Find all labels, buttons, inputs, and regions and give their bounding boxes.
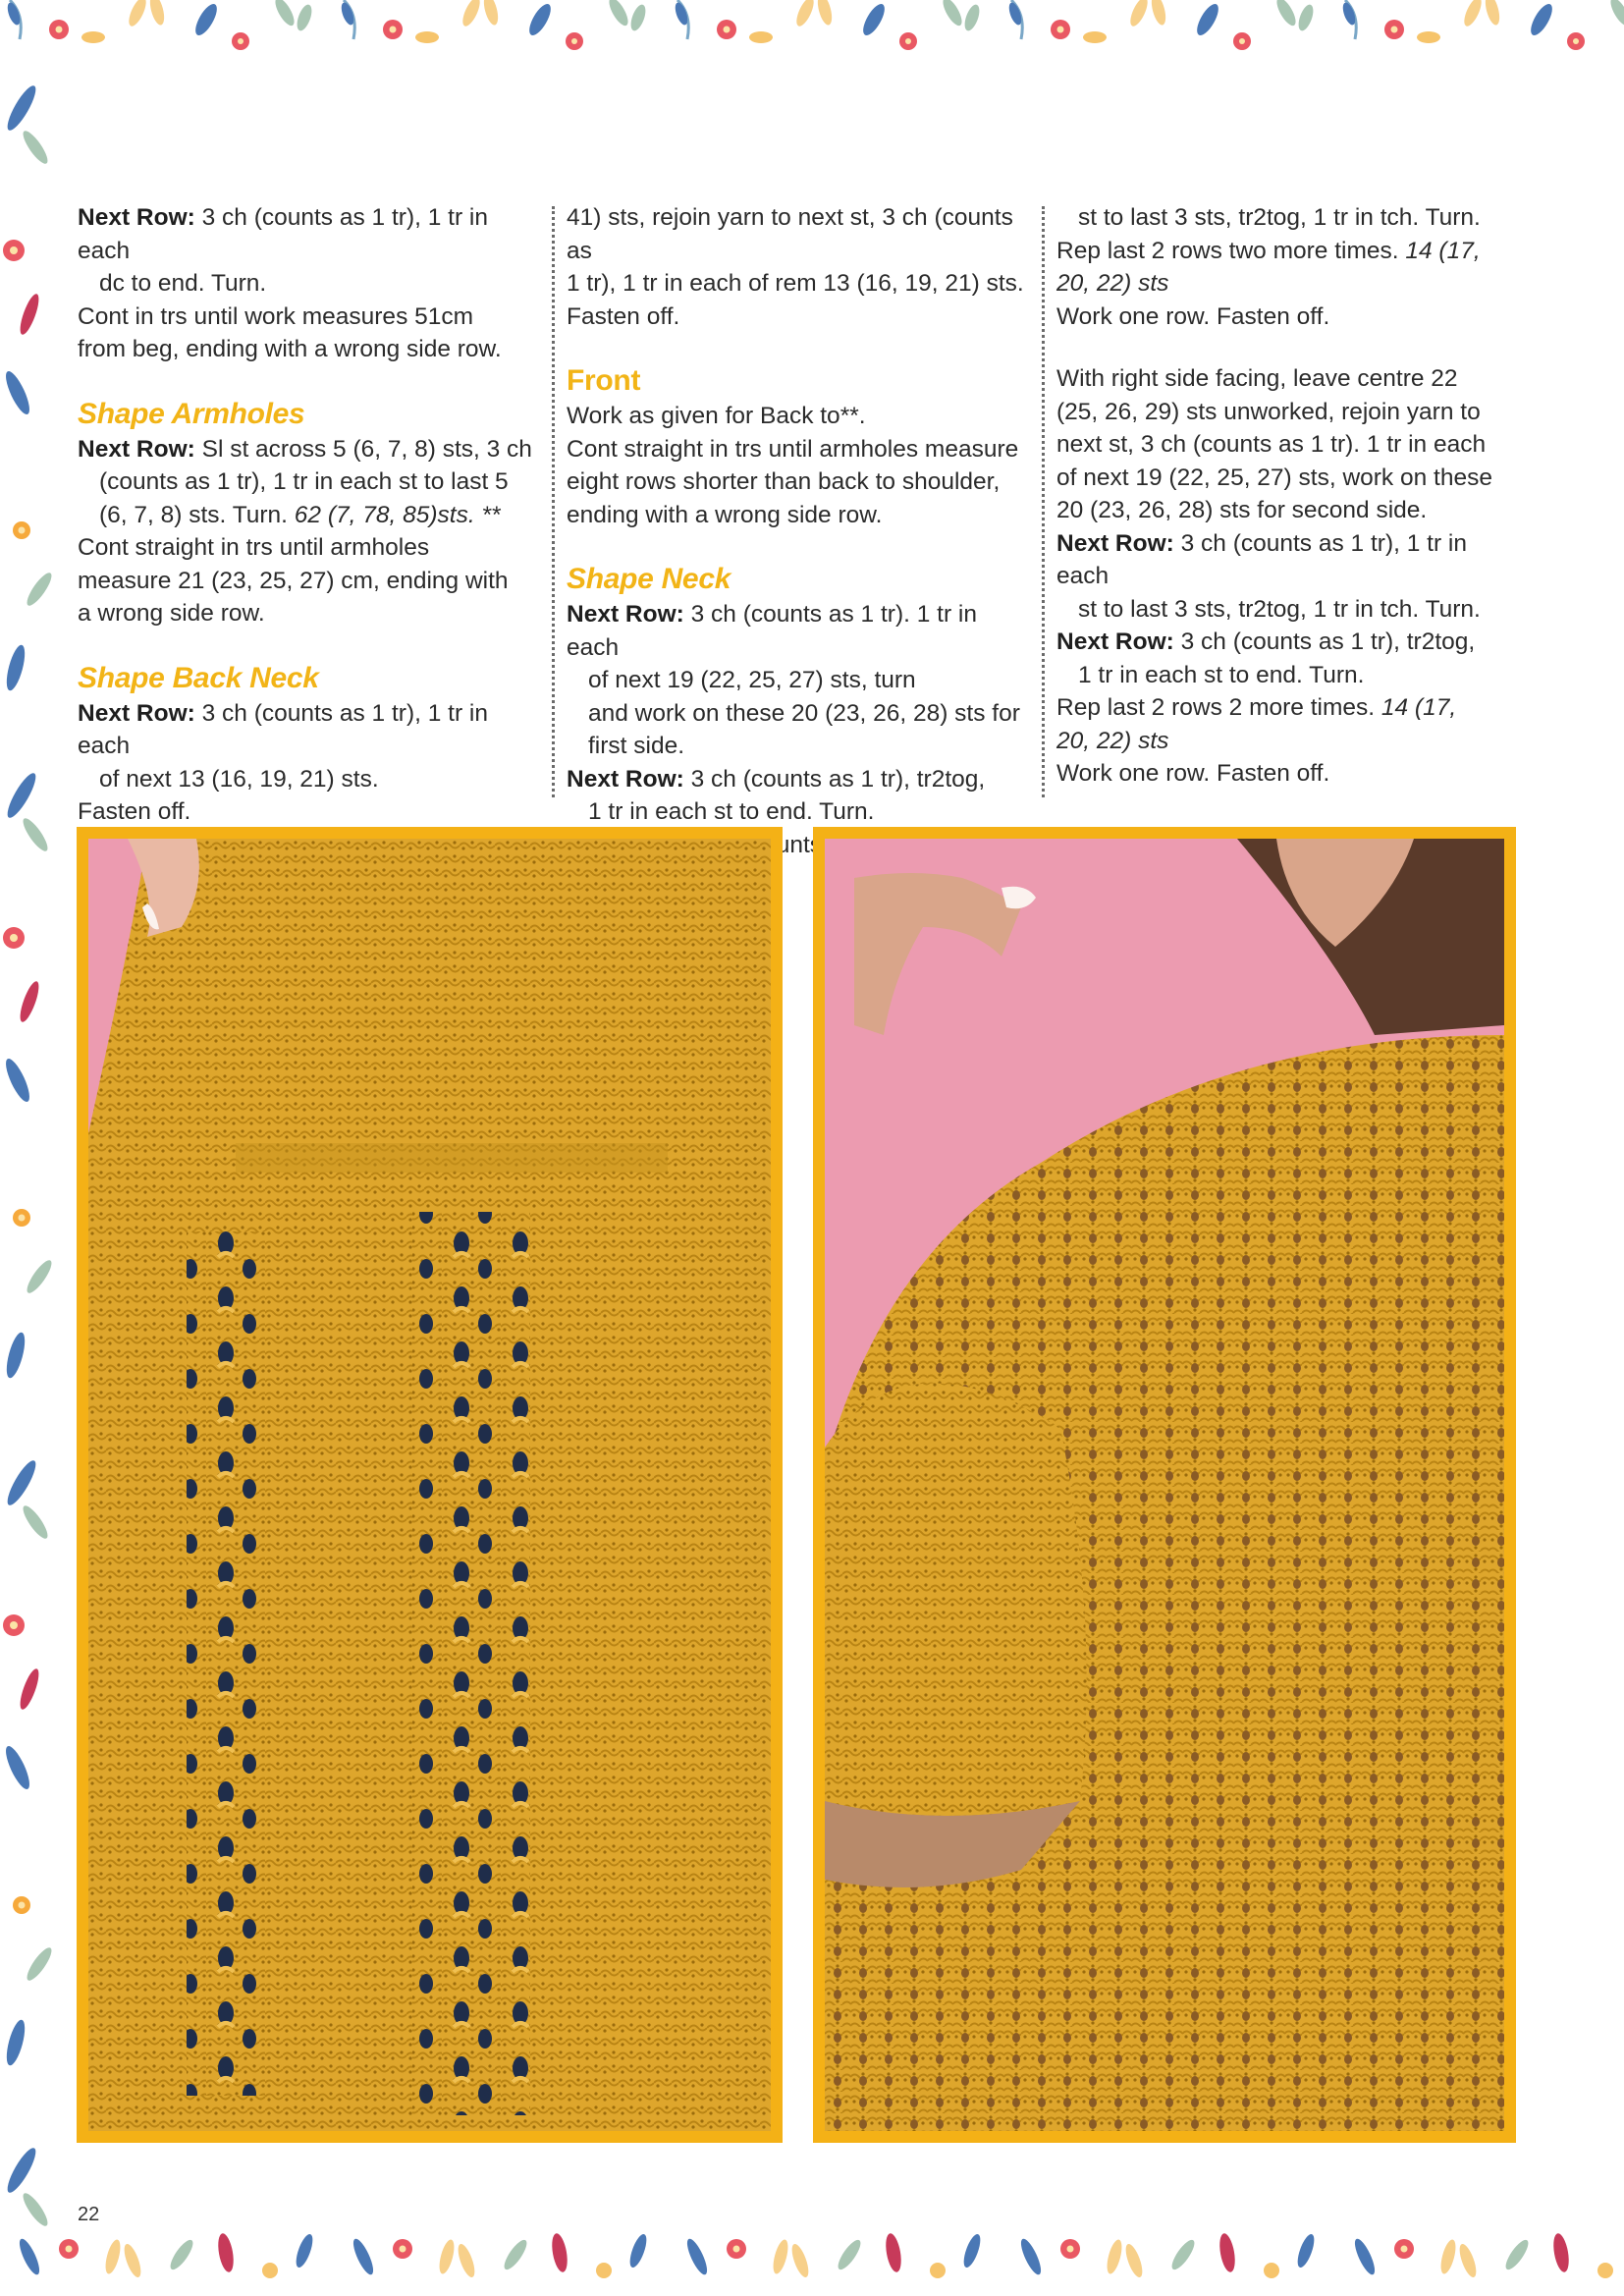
instruction-paragraph: Next Row: 3 ch (counts as 1 tr), 1 tr in each xyxy=(78,204,488,264)
page-number: 22 xyxy=(78,2204,100,2225)
column-divider xyxy=(1042,206,1045,797)
text-column-1: Next Row: 3 ch (counts as 1 tr), 1 tr in each dc to end. Turn. Cont in trs until work measures 51cm from beg, ending with a wrong side row. Shape Armholes Next Row: Sl st across 5 (6, 7, 8) sts, 3 ch (counts as 1 tr), 1 tr in each st to last 5 (6, 7, 8) sts. Turn. 62 (7, 78, 85)sts. ** Cont straight in trs until armholes measure 21 (23, 25, 27) cm, ending with a wrong side row. Shape Back Neck Next Row: 3 ch (counts as 1 tr), 1 tr in each of next 13 (16, 19, 21) sts. Fasten off. xyxy=(78,201,539,895)
floral-border-bottom xyxy=(0,2227,1624,2296)
floral-border-left xyxy=(0,0,61,2296)
text-column-2: 41) sts, rejoin yarn to next st, 3 ch (counts as 1 tr), 1 tr in each of rem 13 (16, 19, 21) sts. Fasten off. Front Work as given for Back to**. Cont straight in trs until armholes measure eight rows shorter than back to shoulder, ending with a wrong side row. Shape Neck Next Row: 3 ch (counts as 1 tr). 1 tr in each of next 19 (22, 25, 27) sts, turn and work on these 20 (23, 26, 28) sts for first side. Next Row: 3 ch (counts as 1 tr), tr2tog, 1 tr in each st to end. Turn. xyxy=(567,201,1028,895)
photo-crochet-top-sleeve xyxy=(813,827,1516,2143)
section-heading: Front xyxy=(567,364,641,397)
section-heading: Shape Back Neck xyxy=(78,661,319,694)
photo-crochet-top-back xyxy=(77,827,783,2143)
floral-border-top xyxy=(0,0,1624,61)
section-heading: Shape Neck xyxy=(567,563,731,595)
text-column-3: st to last 3 sts, tr2tog, 1 tr in tch. Turn. Rep last 2 rows two more times. 14 (17, 20, 22) sts Work one row. Fasten off. With right side facing, leave centre 22 (25, 26, 29) sts unworked, rejoin yarn to next st, 3 ch (counts as 1 tr). 1 tr in each of next 19 (22, 25, 27) sts, work on these 20 (23, 26, 28) sts for second side. Next Row: 3 ch (counts as 1 tr), 1 tr in each st to last 3 sts, tr2tog, 1 tr in tch. Turn. Next Row: 3 ch (counts as 1 tr), tr2tog, 1 tr in each st to end. Turn. Rep last 2 rows 2 more times. 14 (17, 20, 22) sts Work one row. Fasten off. xyxy=(1056,204,1492,787)
section-heading: Shape Armholes xyxy=(78,397,305,430)
column-divider xyxy=(552,206,555,797)
